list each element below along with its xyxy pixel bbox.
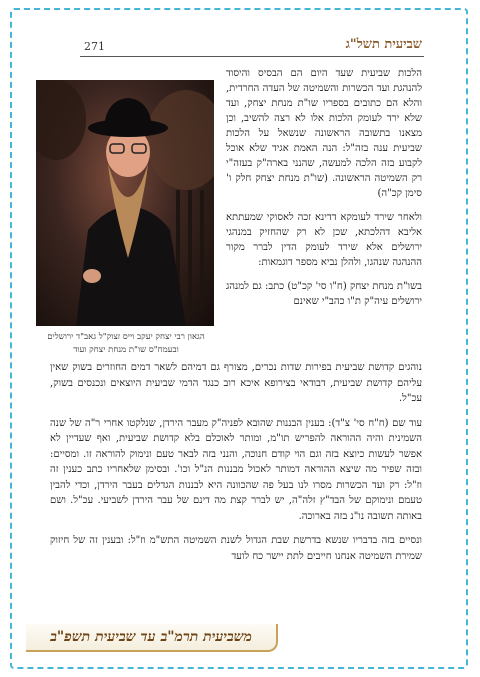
paragraph: ונסיים בזה בדבריו שנשא בדרשת שבת הגדול לשנת השמיטה התש"מ וז"ל: ובענין זה של חיזוק שמירת השמיטה אנחנו חייבים לתת יישר כח לועד: [50, 535, 422, 562]
paragraph: עוד שם (ח"ח סי' צ"ד): בענין הבננות שהובא לפניה"ק מעבר הירדן, שנלקטו אחרי ר"ה של שנה השמינית והיה ההוראה להפריש תו"מ, ומותר לאוכלם בלא קדושת שביעית, ואף שעדיין לא אפשר לעשות כיוצא בזה וגם הוי קודם חנוכה, והנני בזה לבאר טעם ונימוק להוראה זו. ומסיים: ובזה שפיר מה שיצא ההוראה דמותר לאכול מבננות הנ"ל וכו'. ובסימן שלאחריו כתב כענין זה וז"ל: רק ועד הכשרות מסרו לנו בעל פה שהכוונה היא לבננות הגדלים בעבר הירדן, וכדי להבין טעמם ונימוקם של הבד"ץ זלה"ה, יש לברר קצת מה דינם של עבר הירדן לשביעי. עכ"ל. ושם באותה תשובה נו"נ בזה בארוכה.: [50, 417, 422, 522]
full-width-text: [50, 360, 422, 573]
right-text-column: [226, 66, 422, 309]
paragraph: הלכות שביעית שעד היום הם הבסיס והיסוד להנהגת ועד הכשרות והשמיטה של העדה החרדית, והלא הם כתובים בספריו שו"ת מנחת יצחק, ועד שלא ירד לעומק הלכות אלו לא רצה להשיב, וכן מצאנו בתשובה הראשונה שנשאל על הלכות שביעית ענה בזה"ל: הנה האמת אגיד שלא אוכל לקבוע בזה הלכה למעשה, שהנני בארה"ק בעזה"י רק השמיטה הראשונה. (שו"ת מנחת יצחק חלק ו' סימן קכ"ה): [226, 68, 422, 199]
footer-banner: [26, 624, 278, 652]
photo-caption: הגאון רבי יצחק יעקב וייס זצוק"ל גאב"ד ירושלים ובעמח"ס שו"ת מנחת יצחק ועוד: [47, 332, 205, 355]
footer-label: משביעית תרמ"ב עד שביעית תשפ"ב: [50, 629, 252, 645]
paragraph: בשו"ת מנחת יצחק (ח"ו סי' קכ"ט) כתב: גם למנהג ירושלים עיה"ק ת"ו כהב"י שאינם: [226, 281, 422, 307]
rabbi-photo: [36, 80, 214, 326]
running-header-title: שביעית תשל"ג: [345, 37, 422, 52]
paragraph: נוהגים קדושת שביעית בפירות שדות נכרים, מצורף גם דמיהם לשאר דמים החוזרים בשוק שאין עליהם קדושת שביעית, דבודאי בצירופא איכא רוב כנגד הדמי שביעית היוצאים ונכנסים בשוק, עכ"ל.: [50, 362, 422, 404]
paragraph: ולאחר שירד לעומקא דדינא זכה לאסוקי שמעתתא אליבא דהלכתא, שכן לא רק שהחזיק במנהגי ירושלים אלא שירד לעומק הדין לברר מקור ההנהגה שנהגו, ולהלן נביא מספר דוגמאות:: [226, 212, 422, 268]
header-divider: [80, 56, 424, 57]
page-number: 271: [84, 40, 105, 53]
